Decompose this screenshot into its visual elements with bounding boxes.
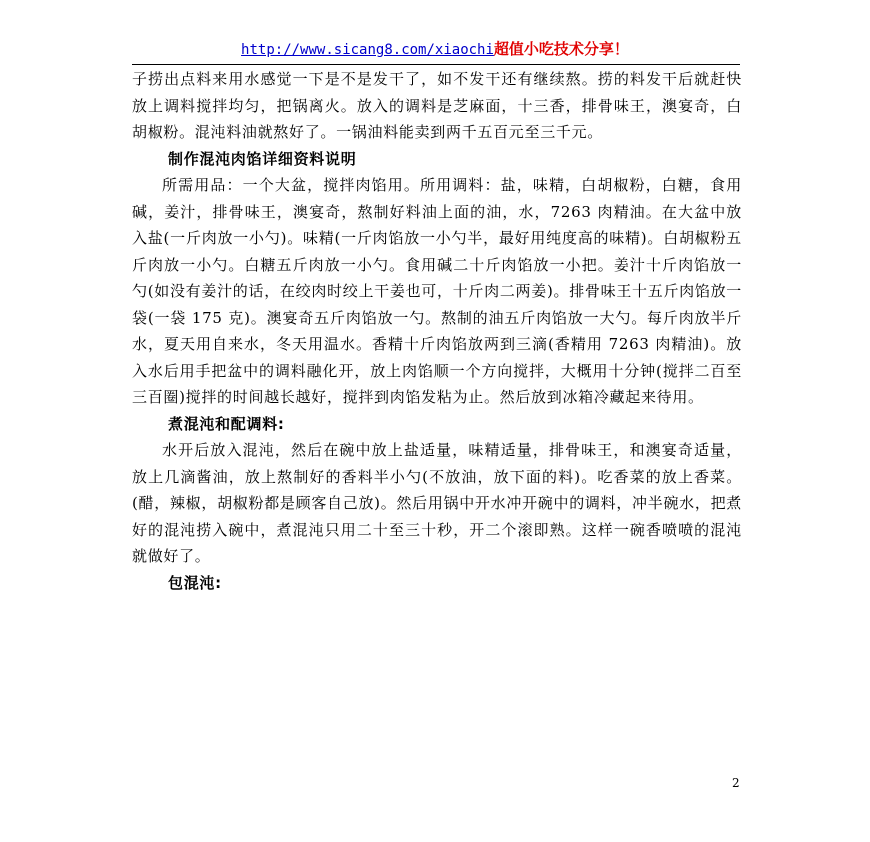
- header-divider: [132, 64, 740, 65]
- paragraph-continued: 子捞出点料来用水感觉一下是不是发干了，如不发干还有继续熬。捞的料发干后就赶快放上调料搅拌均匀，把锅离火。放入的调料是芝麻面，十三香，排骨味王，澳宴奇，白胡椒粉。混沌料油就熬好了。一锅油料能卖到两千五百元至三千元。: [132, 70, 742, 141]
- section-heading-filling: 制作混沌肉馅详细资料说明: [168, 149, 357, 168]
- section-heading-wrapping: 包混沌:: [168, 573, 222, 592]
- document-body: [132, 66, 742, 596]
- page-header: [0, 38, 870, 61]
- section-heading-cooking: 煮混沌和配调料:: [168, 414, 285, 433]
- paragraph-filling-details: 所需用品：一个大盆，搅拌肉馅用。所用调料：盐，味精，白胡椒粉，白糖，食用碱，姜汁，排骨味王，澳宴奇，熬制好料油上面的油，水，7263 肉精油。在大盆中放入盐(一斤肉放一小勺)。味精(一斤肉馅放一小勺半，最好用纯度高的味精)。白胡椒粉五斤肉放一小勺。白糖五斤肉放一小勺。食用碱二十斤肉馅放一小把。姜汁十斤肉馅放一勺(如没有姜汁的话，在绞肉时绞上干姜也可，十斤肉二两姜)。排骨味王十五斤肉馅放一袋(一袋 175 克)。澳宴奇五斤肉馅放一勺。熬制的油五斤肉馅放一大勺。每斤肉放半斤水，夏天用自来水，冬天用温水。香精十斤肉馅放两到三滴(香精用 7263 肉精油)。放入水后用手把盆中的调料融化开，放上肉馅顺一个方向搅拌，大概用十分钟(搅拌二百至三百圈)搅拌的时间越长越好，搅拌到肉馅发粘为止。然后放到冰箱冷藏起来待用。: [132, 176, 742, 406]
- page-number: 2: [732, 776, 740, 790]
- paragraph-cooking-details: 水开后放入混沌，然后在碗中放上盐适量，味精适量，排骨味王，和澳宴奇适量，放上几滴酱油，放上熬制好的香料半小勺(不放油，放下面的料)。吃香菜的放上香菜。(醋，辣椒，胡椒粉都是顾客自己放)。然后用锅中开水冲开碗中的调料，冲半碗水，把煮好的混沌捞入碗中，煮混沌只用二十至三十秒，开二个滚即熟。这样一碗香喷喷的混沌就做好了。: [132, 441, 742, 565]
- header-url-link[interactable]: http://www.sicang8.com/xiaochi: [241, 42, 494, 58]
- header-slogan: 超值小吃技术分享！: [493, 40, 629, 58]
